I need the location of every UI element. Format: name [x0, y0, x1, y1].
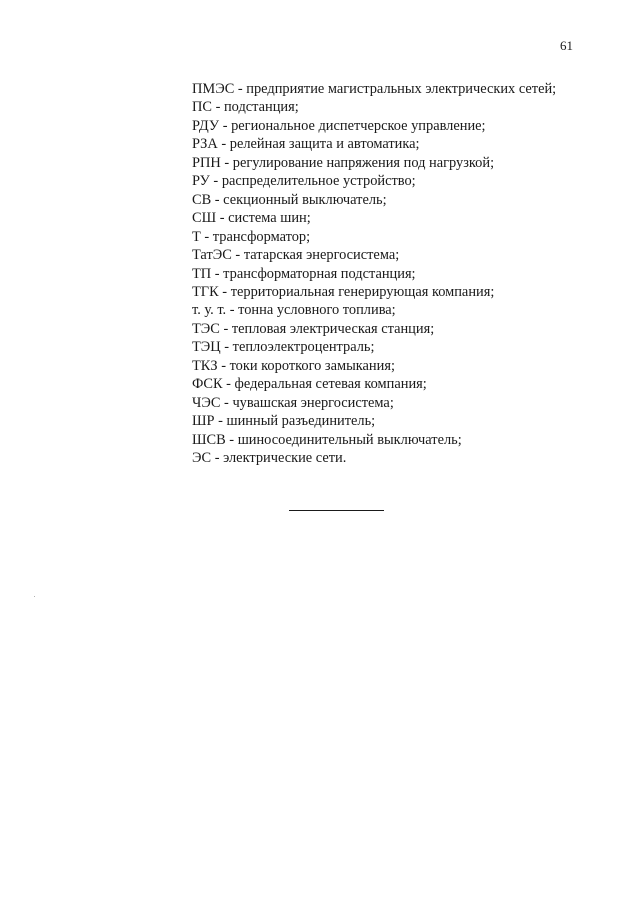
- abbreviation-item: ТЭС - тепловая электрическая станция;: [192, 320, 435, 337]
- abbreviation-item: ПМЭС - предприятие магистральных электрических сетей;: [192, 81, 557, 97]
- abbreviation-item: ТП - трансформаторная подстанция;: [192, 265, 416, 282]
- abbreviation-item: РУ - распределительное устройство;: [192, 173, 416, 190]
- abbreviation-item: РДУ - региональное диспетчерское управление;: [192, 117, 486, 134]
- abbreviation-item: ФСК - федеральная сетевая компания;: [192, 376, 427, 393]
- abbreviations-list: [192, 80, 572, 468]
- abbreviation-item: т. у. т. - тонна условного топлива;: [192, 302, 396, 319]
- abbreviation-item: ЧЭС - чувашская энергосистема;: [192, 394, 394, 411]
- abbreviation-item: ТЭЦ - теплоэлектроцентраль;: [192, 339, 375, 356]
- end-of-list-rule: [289, 510, 384, 511]
- abbreviation-item: СВ - секционный выключатель;: [192, 191, 387, 208]
- abbreviation-item: РЗА - релейная защита и автоматика;: [192, 136, 420, 153]
- scan-speck: [34, 596, 35, 597]
- abbreviation-item: ТГК - территориальная генерирующая компания;: [192, 283, 495, 300]
- page-number: 61: [560, 38, 573, 53]
- abbreviation-item: ЭС - электрические сети.: [192, 450, 347, 467]
- abbreviation-item: ТатЭС - татарская энергосистема;: [192, 247, 400, 264]
- abbreviation-item: ПС - подстанция;: [192, 99, 299, 116]
- abbreviation-item: ШСВ - шиносоединительный выключатель;: [192, 431, 462, 448]
- abbreviation-item: РПН - регулирование напряжения под нагрузкой;: [192, 154, 495, 171]
- abbreviation-item: СШ - система шин;: [192, 210, 311, 227]
- abbreviation-item: ТКЗ - токи короткого замыкания;: [192, 357, 395, 374]
- abbreviation-item: Т - трансформатор;: [192, 228, 311, 245]
- abbreviation-item: ШР - шинный разъединитель;: [192, 413, 376, 430]
